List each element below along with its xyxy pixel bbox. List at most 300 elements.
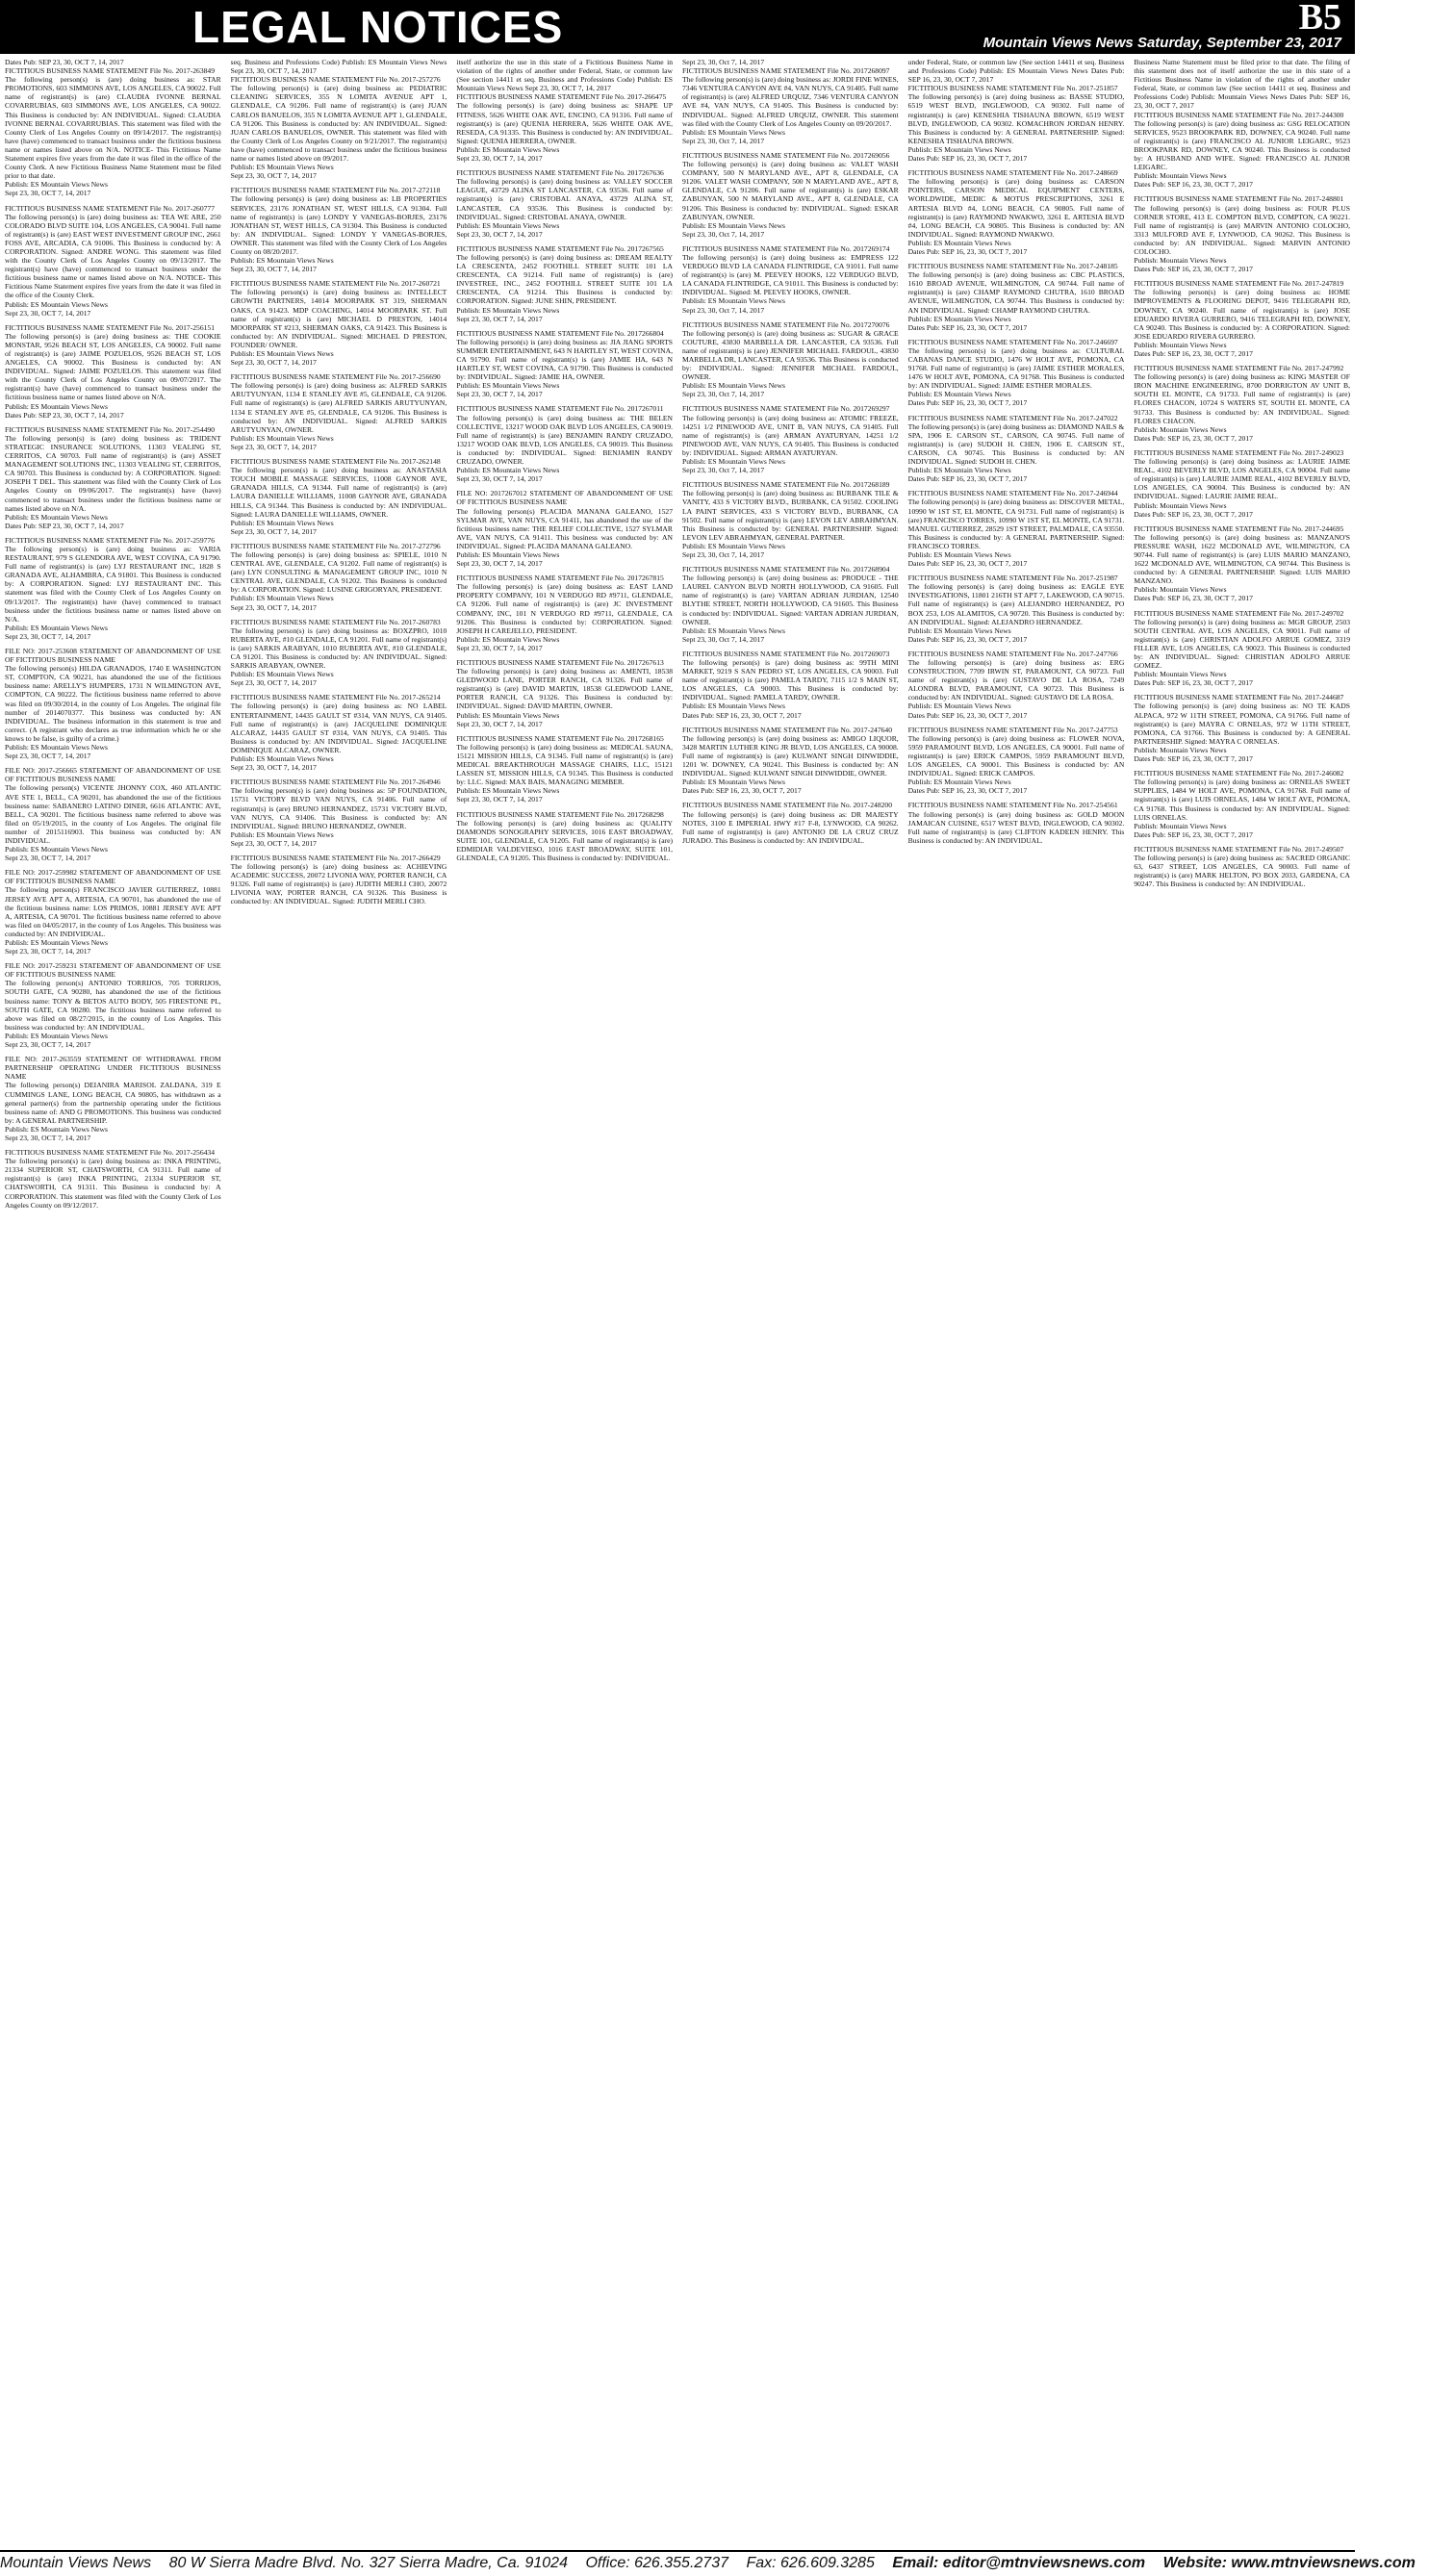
notice-body: The following person(s) ANTONIO TORRIJOS, 705 TORRIJOS, SOUTH GATE, CA 90280, has abandoned the use of the fictitious business name: TONY & BETOS AUTO BODY, 505 FIRESTONE PL, SOUTH GATE, CA 90280. The fictitious business name referred to above was filed on 08/27/2015, in the county of Los Angeles. This business was conducted by: AN INDIVIDUAL. [5, 979, 221, 1032]
legal-notice [231, 542, 447, 612]
legal-notice [682, 320, 899, 399]
footer-website[interactable]: Website: www.mtnviewsnews.com [1162, 2555, 1416, 2571]
legal-notice [231, 854, 447, 906]
notice-body: The following person(s) is (are) doing business as: NO LABEL ENTERTAINMENT, 14435 GAULT ST #314, VAN NUYS, CA 91405. Full name of registrant(s) is (are) JACQUELINE DOMINIQUE ALCARAZ, 14435 GAULT ST #314, VAN NUYS, CA 91405. This Business is conducted by: AN INDIVIDUAL. Signed: JACQUELINE DOMINIQUE ALCARAZ, OWNER. [230, 701, 447, 754]
footer-address: 80 W Sierra Madre Blvd. No. 327 Sierra Madre, Ca. 91024 [168, 2555, 568, 2571]
notice-body: The following person(s) is (are) doing business as: AMIGO LIQUOR, 3428 MARTIN LUTHER KING JR BLVD, LOS ANGELES, CA 90008. Full name of registrant(s) is (are) KULWANT SINGH DINWIDDIE, 1201 W. DOWNEY, CA 90241. This Business is conducted by: AN INDIVIDUAL. Signed: KULWANT SINGH DINWIDDIE, OWNER. [682, 733, 899, 778]
notice-publication: Publish: ES Mountain Views News [230, 670, 334, 679]
notice-dates: Dates Pub: SEP 16, 23, 30, OCT 7, 2017 [907, 710, 1028, 720]
notice-dates: Dates Pub: SEP 23, 30, OCT 7, 14, 2017 [5, 521, 124, 530]
footer [0, 2550, 1416, 2576]
notice-body: The following person(s) is (are) doing business as: VARIA RESTAURANT, 979 S GLENDORA AVE, WEST COVINA, CA 91790. Full name of registrant(s) is (are) LYJ RESTAURANT INC, 1828 S GRANADA AVE, ALHAMBRA, CA 91801. This Business is conducted by: A CORPORATION. Signed: LYJ RESTAURANT INC. This statement was filed with the County Clerk of Los Angeles County on 09/13/2017. The registrant(s) have (have) commenced to transact business under the fictitious business name or names listed above on N/A. [5, 544, 221, 624]
notice-body: The following person(s) is (are) doing business as: PEDIATRIC CLEANING SERVICES, 355 N LOMITA AVENUE APT 1, GLENDALE, CA 91206. Full name of registrant(s) is (are) JUAN CARLOS BANUELOS, 355 N LOMITA AVENUE APT 1, GLENDALE, CA 91206. This Business is conducted by: AN INDIVIDUAL. Signed: JUAN CARLOS BANUELOS, OWNER. This statement was filed with the County Clerk of Los Angeles County on 9/21/2017. The registrant(s) have (have) commenced to transact business under the fictitious business name or names listed above on 09/2017. [230, 84, 447, 164]
legal-notice [456, 404, 673, 483]
notice-publication: Publish: ES Mountain Views News [5, 401, 108, 411]
notice-body: The following person(s) is (are) doing business as: BOXZPRO, 1010 RUBERTA AVE, #10 GLENDALE, CA 91201. Full name of registrant(s) is (are) SARKIS ARABYAN, 1010 RUBERTA AVE, #10 GLENDALE, CA 91201. This Business is conducted by: AN INDIVIDUAL. Signed: SARKIS ARABYAN, OWNER. [230, 625, 447, 671]
notice-publication: Publish: ES Mountain Views News [682, 541, 785, 550]
notice-column [231, 58, 447, 2545]
legal-notice [231, 693, 447, 772]
page-number: B5 [1298, 0, 1341, 38]
notice-dates: Sept 23, 30, OCT 7, 14, 2017 [230, 526, 317, 536]
notice-body: The following person(s) is (are) doing business as: KING MASTER OF IRON MACHINE ENGINEERING, 8700 DORRIGTON AV UNIT B, SOUTH EL MONTE, CA 91733. Full name of registrant(s) is (are) FLORES CHACON, 10724 S WATERS ST, SOUTH EL MONTE, CA 91733. This Business is conducted by: AN INDIVIDUAL. Signed: FLORES CHACON. [1134, 372, 1350, 425]
notice-header: FICTITIOUS BUSINESS NAME STATEMENT File No. 2017-272796 [230, 541, 441, 550]
notice-header: FICTITIOUS BUSINESS NAME STATEMENT File No. 2017-256434 [5, 1148, 216, 1158]
notice-publication: Publish: ES Mountain Views News [682, 701, 785, 711]
notice-header: FICTITIOUS BUSINESS NAME STATEMENT File No. 2017-248185 [907, 262, 1118, 271]
notice-header: FILE NO: 2017-256665 STATEMENT OF ABANDONMENT OF USE OF FICTITIOUS BUSINESS NAME [5, 766, 221, 784]
legal-notice [5, 961, 221, 1049]
legal-notice [908, 489, 1125, 568]
notice-dates: Sept 23, 30, Oct 7, 14, 2017 [682, 305, 765, 315]
notice-publication: Publish: ES Mountain Views News [907, 144, 1011, 154]
notice-dates: Dates Pub: SEP 16, 23, 30, OCT 7, 2017 [907, 322, 1028, 332]
legal-notice [682, 565, 899, 644]
notice-body: The following person(s) VICENTE JHONNY COX, 460 ATLANTIC AVE STE 1, BELL, CA 90201, has abandoned the use of the fictitious business name: SABANERO LATINO DINER, 6616 ATLANTIC AVE, BELL, CA 90201. The fictitious business name referred to above was filed on 05/19/2015, in the county of Los Angeles. The original file number of 2015116903. This business was conducted by: AN INDIVIDUAL. [5, 783, 221, 845]
notice-publication: Publish: ES Mountain Views News [230, 594, 334, 603]
notice-dates: Dates Pub: SEP 16, 23, 30, OCT 7, 2017 [1134, 754, 1253, 764]
legal-notice [1134, 58, 1350, 189]
notice-body: The following person(s) is (are) doing business as: LAURIE JAIME REAL, 4102 BEVERLY BLVD, LOS ANGELES, CA 90004. Full name of registrant(s) is (are) LAURIE JAIME REAL, 4102 BEVERLY BLVD, LOS ANGELES, CA 90004. This Business is conducted by: AN INDIVIDUAL. Signed: LAURIE JAIME REAL. [1134, 457, 1350, 501]
notice-header: FICTITIOUS BUSINESS NAME STATEMENT File No. 2017269056 [682, 150, 890, 160]
legal-notice [231, 618, 447, 688]
notice-body: The following person(s) is (are) doing business as: NO TE KADS ALPACA, 972 W 11TH STREET, POMONA, CA 91766. Full name of registrant(s) is (are) MAYRA C ORNELAS, 972 W 11TH STREET, POMONA, CA 91766. This Business is conducted by: A GENERAL PARTNERSHIP. Signed: MAYRA C ORNELAS. [1134, 701, 1350, 746]
legal-notice [908, 801, 1125, 844]
legal-notice [456, 734, 673, 804]
notice-body: The following person(s) is (are) doing business as: VALET WASH COMPANY, 500 N MARYLAND AVE., APT 8, GLENDALE, CA 91206. VALET WASH COMPANY, 500 N MARYLAND AVE., APT 8, GLENDALE, CA 91206. Full name of registrant(s) is (are) ESKAR ZABUNYAN, 500 N MARYLAND AVE., APT 8, GLENDALE, CA 91206. This Business is conducted by: INDIVIDUAL. Signed: ESKAR ZABUNYAN, OWNER. [682, 160, 899, 221]
notice-publication: Publish: ES Mountain Views News [682, 296, 785, 306]
notice-body: The following person(s) is (are) doing business as: VALLEY SOCCER LEAGUE, 43729 ALINA ST LANCASTER, CA 93536. Full name of registrant(s) is (are) CRISTOBAL ANAYA, 43729 ALINA ST, LANCASTER, CA 93536. This Business is conducted by: INDIVIDUAL. Signed: CRISTOBAL ANAYA, OWNER. [456, 177, 673, 221]
notice-header: FILE NO: 2017-253608 STATEMENT OF ABANDONMENT OF USE OF FICTITIOUS BUSINESS NAME [5, 647, 221, 665]
notice-header: FICTITIOUS BUSINESS NAME STATEMENT File No. 2017-262148 [230, 457, 441, 467]
notice-publication: Publish: ES Mountain Views News [682, 457, 785, 467]
legal-notice [456, 489, 673, 568]
notice-body: The following person(s) is (are) doing business as: TRIDENT STRATEGIC INSURANCE SOLUTIONS, 11303 VEALING ST, CERRITOS, CA 90703. Full name of registrant(s) is (are) ASSET MANAGEMENT SOLUTIONS INC, 11303 VEALING ST, CERRITOS, CA 90703. This Business is conducted by: A CORPORATION. Signed: JOSEPH T DEL. This statement was filed with the County Clerk of Los Angeles County on 09/06/2017. The registrant(s) have (have) commenced to transact business under the fictitious business name or names listed above on N/A. [5, 433, 221, 513]
legal-notice [5, 425, 221, 530]
notice-publication: Publish: Mountain Views News [1134, 500, 1227, 510]
notice-lead: itself authorize the use in this state of a Fictitious Business Name in violation of the rights of another under Federal, State, or common law (See section 14411 et seq. Business and Professions Code) Publish: ES Mountain Views News Sept 23, 30, OCT 7, 14, 2017 [456, 58, 673, 93]
notice-header: FICTITIOUS BUSINESS NAME STATEMENT File No. 2017-247992 [1134, 364, 1344, 373]
notice-lead: Business Name Statement must be filed prior to that date. The filing of this statement does not of itself authorize the use in this state of a Fictitious Business Name in violation of the rights of another under Federal, State, or common law (See section 14411 et seq. Business and Professions Code) Publish: Mountain Views News Dates Pub: SEP 16, 23, 30, OCT 7, 2017 [1134, 58, 1350, 111]
notice-header: FICTITIOUS BUSINESS NAME STATEMENT File No. 2017-266475 [456, 92, 667, 102]
notice-body: The following person(s) is (are) doing business as: CARSON POINTERS, CARSON MEDICAL EQUIPMENT CENTERS, WORLDWIDE, MEDIC & MOTUS PRESCRIPTIONS, 3261 E ARTESIA BLVD #4, LONG BEACH, CA 90805. Full name of registrant(s) is (are) RAYMOND NWAKWO, 3261 E. ARTESIA BLVD #4, LONG BEACH, CA 90805. This Business is conducted by: AN INDIVIDUAL. Signed: RAYMOND NWAKWO. [907, 177, 1125, 239]
notice-body: The following person(s) is (are) doing business as: INTELLECT GROWTH PARTNERS, 14014 MOORPARK ST 319, SHERMAN OAKS, CA 91423. MDP COACHING, 14014 MOORPARK ST. Full name of registrant(s) is (are) MICHAEL D PRESTON, 14014 MOORPARK ST #213, SHERMAN OAKS, CA 91423. This Business is conducted by: AN INDIVIDUAL. Signed: MICHAEL D PRESTON, FOUNDER/ OWNER. [230, 288, 447, 349]
notice-header: FICTITIOUS BUSINESS NAME STATEMENT File No. 2017-247753 [907, 725, 1118, 734]
notice-body: The following person(s) is (are) doing business as: JIA JIANG SPORTS SUMMER ENTERTAINMENT, 643 N HARTLEY ST, WEST COVINA, CA 91790. Full name of registrant(s) is (are) JAMIE HA, 643 N HARTLEY ST, WEST COVINA, CA 91790. This Business is conducted by: INDIVIDUAL. Signed: JAMIE HA, OWNER. [456, 337, 673, 382]
notice-publication: Publish: ES Mountain Views News [456, 220, 560, 230]
notice-header: FICTITIOUS BUSINESS NAME STATEMENT File No. 2017-260783 [230, 617, 441, 626]
notice-publication: Publish: ES Mountain Views News [456, 381, 560, 391]
notice-body: The following person(s) is (are) doing business as: EAST LAND PROPERTY COMPANY, 101 N VERDUGO RD #9711, GLENDALE, CA 91206. Full name of registrant(s) is (are) JC INVESTMENT COMPANY, INC, 101 N VERDUGO RD #9711, GLENDALE, CA 91206. This Business is conducted by: CORPORATION. Signed: JOSEPH H CAREJELLO, PRESIDENT. [456, 582, 673, 635]
notice-header: FICTITIOUS BUSINESS NAME STATEMENT File No. 2017-246697 [907, 337, 1118, 346]
notice-dates: Dates Pub: SEP 16, 23, 30, OCT 7, 2017 [907, 786, 1028, 796]
notice-publication: Publish: ES Mountain Views News [5, 938, 108, 947]
notice-body: The following person(s) is (are) doing business as: MEDICAL SAUNA, 15121 MISSION HILLS, CA 91345. Full name of registrant(s) is (are) MEDICAL BREAKTHROUGH MASSAGE CHAIRS, LLC, 15121 LASSEN ST, MISSION HILLS, CA 91345. This Business is conducted by: LLC. Signed: MAX BAIS, MANAGING MEMBER. [456, 742, 673, 787]
notice-header: FICTITIOUS BUSINESS NAME STATEMENT File No. 2017267613 [456, 658, 664, 667]
notice-dates: Dates Pub: SEP 16, 23, 30, OCT 7, 2017 [1134, 265, 1253, 274]
notice-header: FICTITIOUS BUSINESS NAME STATEMENT File No. 2017-249702 [1134, 608, 1344, 618]
notice-dates: Sept 23, 30, OCT 7, 14, 2017 [456, 719, 543, 728]
notice-header: FICTITIOUS BUSINESS NAME STATEMENT File No. 2017-257276 [230, 75, 441, 85]
notice-publication: Publish: ES Mountain Views News [5, 180, 108, 190]
notice-body: The following person(s) is (are) doing business as: GOLD MOON JAMAICAN CUISINE, 6517 WEST BLVD, INGLEWOOD, CA 90302. Full name of registrant(s) is (are) CLIFTON KADEEN HENRY. This Business is conducted by: AN INDIVIDUAL. [907, 809, 1125, 845]
legal-notice [1134, 364, 1350, 443]
notice-dates: Sept 23, 30, OCT 7, 14, 2017 [230, 171, 317, 181]
notice-publication: Publish: ES Mountain Views News [456, 786, 560, 796]
notice-body: The following person(s) is (are) doing business as: CBC PLASTICS, 1610 BROAD AVENUE, WILMINGTON, CA 90744. Full name of registrant(s) is (are) CHAMP RAYMOND CHUTRA, 1610 BROAD AVENUE, WILMINGTON, CA 90744. This Business is conducted by: AN INDIVIDUAL. Signed: CHAMP RAYMOND CHUTRA. [907, 270, 1125, 315]
notice-column [1134, 58, 1350, 2545]
legal-notice [231, 778, 447, 848]
notice-body: The following person(s) is (are) doing business as: 99TH MINI MARKET, 9219 S SAN PEDRO ST, LOS ANGELES, CA 90003. Full name of registrant(s) is (are) PAMELA TARDY, 7115 1/2 S MAIN ST, LOS ANGELES, CA 90003. This Business is conducted by: INDIVIDUAL. Signed: PAMELA TARDY, OWNER. [682, 658, 899, 702]
notice-header: FICTITIOUS BUSINESS NAME STATEMENT File No. 2017-248801 [1134, 194, 1344, 204]
notice-body: The following person(s) is (are) doing business as: BURBANK TILE & VANITY, 433 S VICTORY BLVD., BURBANK, CA 91502. COOLING LA PAINT SERVICES, 433 S VICTORY BLVD., BURBANK, CA 91502. Full name of registrant(s) is (are) LEVON LEV ABRAHMYAN. This Business is conducted by: GENERAL PARTNERSHIP. Signed: LEVON LEV ABRAHMYAN, GENERAL PARTNER. [682, 489, 899, 542]
notice-lead: Sept 23, 30, Oct 7, 14, 2017 [682, 58, 765, 66]
notice-publication: Publish: ES Mountain Views News [907, 466, 1011, 475]
notice-dates: Sept 23, 30, OCT 7, 14, 2017 [456, 559, 543, 569]
notice-header: FICTITIOUS BUSINESS NAME STATEMENT File No. 2017-260721 [230, 279, 441, 289]
notice-header: FICTITIOUS BUSINESS NAME STATEMENT File No. 2017269174 [682, 243, 890, 253]
notice-columns [5, 58, 1350, 2545]
section-title: LEGAL NOTICES [192, 2, 564, 52]
legal-notice [682, 244, 899, 315]
notice-publication: Publish: ES Mountain Views News [230, 433, 334, 443]
notice-publication: Publish: ES Mountain Views News [907, 314, 1011, 323]
notice-body: The following person(s) is (are) doing business as: ORNELAS SWEET SUPPLIES, 1484 W HOLT AVE, POMONA, CA 91768. Full name of registrant(s) is (are) LUIS ORNELAS, 1484 W HOLT AVE, POMONA, CA 91768. This Business is conducted by: AN INDIVIDUAL. Signed: LUIS ORNELAS. [1134, 778, 1350, 822]
notice-body: The following person(s) is (are) doing business as: MGR GROUP, 2503 SOUTH CENTRAL AVE, LOS ANGELES, CA 90011. Full name of registrant(s) is (are) CHRISTIAN ADOLFO ARRUE GOMEZ, 3319 FILLER AVE, LOS ANGELES, CA 90023. This Business is conducted by: AN INDIVIDUAL. Signed: CHRISTIAN ADOLFO ARRUE GOMEZ. [1134, 617, 1350, 671]
notice-dates: Sept 23, 30, OCT 7, 14, 2017 [5, 752, 91, 761]
notice-publication: Publish: ES Mountain Views News [907, 238, 1011, 247]
notice-dates: Sept 23, 30, OCT 7, 14, 2017 [456, 390, 543, 399]
notice-publication: Publish: ES Mountain Views News [5, 1031, 108, 1040]
legal-notice [908, 574, 1125, 644]
notice-dates: Dates Pub: SEP 16, 23, 30, OCT 7, 2017 [1134, 594, 1253, 603]
legal-notice [5, 766, 221, 862]
notice-header: FICTITIOUS BUSINESS NAME STATEMENT File No. 2017266804 [456, 328, 664, 338]
notice-dates: Sept 23, 30, Oct 7, 14, 2017 [682, 390, 765, 399]
notice-dates: Sept 23, 30, Oct 7, 14, 2017 [682, 634, 765, 644]
notice-body: The following person(s) is (are) doing business as: THE BELEN COLLECTIVE, 13217 WOOD OAK BLVD LOS ANGELES, CA 90019. Full name of registrant(s) is (are) BENJAMIN RANDY CRUZADO, 13217 WOOD OAK BLVD, LOS ANGELES, CA 90019. This Business is conducted by: INDIVIDUAL. Signed: BENJAMIN RANDY CRUZADO, OWNER. [456, 413, 673, 467]
notice-body: The following person(s) is (are) doing business as: DR MAJESTY NOTES, 3100 E IMPERIAL HWY #17 F-8, LYNWOOD, CA 90262. Full name of registrant(s) is (are) ANTONIO DE LA CRUZ CRUZ JURADO. This Business is conducted by: AN INDIVIDUAL. [682, 809, 899, 845]
notice-dates: Dates Pub: SEP 16, 23, 30, OCT 7, 2017 [682, 786, 802, 796]
notice-dates: Sept 23, 30, OCT 7, 14, 2017 [5, 308, 91, 318]
notice-body: The following person(s) is (are) doing business as: HOME IMPROVEMENTS & FLOORING DEPOT, 9416 TELEGRAPH RD, DOWNEY, CA 90240. Full name of registrant(s) is (are) JOSE EDUARDO RIVERA GURRERO, 9416 TELEGRAPH RD, DOWNEY, CA 90240. This Business is conducted by: A CORPORATION. Signed: JOSE EDUARDO RIVERA GURRERO. [1134, 288, 1350, 341]
notice-body: The following person(s) is (are) doing business as: ANASTASIA TOUCH MOBILE MASSAGE SERVICES, 11008 GAYNOR AVE, GRANADA HILLS, CA 91344. Full name of registrant(s) is (are) LAURA DANIELLE WILLIAMS, 11008 GAYNOR AVE, GRANADA HILLS, CA 91344. This Business is conducted by: AN INDIVIDUAL. Signed: LAURA DANIELLE WILLIAMS, OWNER. [230, 466, 447, 519]
notice-publication: Publish: Mountain Views News [1134, 745, 1227, 754]
notice-publication: Publish: ES Mountain Views News [907, 549, 1011, 559]
legal-notice [682, 151, 899, 239]
notice-dates: Dates Pub: SEP 16, 23, 30, OCT 7, 2017 [1134, 180, 1253, 190]
legal-notice [5, 647, 221, 760]
notice-dates: Sept 23, 30, OCT 7, 14, 2017 [230, 265, 317, 274]
notice-dates: Sept 23, 30, OCT 7, 14, 2017 [230, 678, 317, 688]
legal-notice [1134, 845, 1350, 888]
notice-publication: Publish: ES Mountain Views News [907, 390, 1011, 399]
notice-publication: Publish: ES Mountain Views News [230, 754, 334, 764]
legal-notice [231, 186, 447, 273]
legal-notice [5, 1148, 221, 1210]
publication-date: Mountain Views News Saturday, September 23, 2017 [982, 35, 1341, 51]
legal-notice [908, 168, 1125, 256]
notice-dates: Sept 23, 30, OCT 7, 14, 2017 [5, 854, 91, 863]
footer-office: Office: 626.355.2737 [585, 2555, 728, 2571]
legal-notice [1134, 524, 1350, 603]
notice-header: FICTITIOUS BUSINESS NAME STATEMENT File No. 2017-246082 [1134, 769, 1344, 778]
legal-notice [456, 810, 673, 863]
notice-publication: Publish: ES Mountain Views News [456, 144, 560, 154]
notice-dates: Sept 23, 30, OCT 7, 14, 2017 [5, 1040, 91, 1050]
legal-notice [908, 726, 1125, 796]
notice-publication: Publish: ES Mountain Views News [682, 778, 785, 787]
notice-dates: Sept 23, 30, Oct 7, 14, 2017 [682, 466, 765, 475]
notice-publication: Publish: Mountain Views News [1134, 171, 1227, 181]
notice-dates: Sept 23, 30, OCT 7, 14, 2017 [5, 947, 91, 956]
notice-dates: Dates Pub: SEP 16, 23, 30, OCT 7, 2017 [1134, 509, 1253, 519]
notice-publication: Publish: ES Mountain Views News [907, 625, 1011, 635]
notice-dates: Sept 23, 30, OCT 7, 14, 2017 [456, 795, 543, 804]
legal-notice [231, 372, 447, 451]
notice-body: The following person(s) DEIANIRA MARISOL ZALDANA, 319 E CUMMINGS LANE, LONG BEACH, CA 90805, has withdrawn as a general partner(s) from the partnership operating under the fictitious business name of: AND G PROMOTIONS. This business was conducted by: A GENERAL PARTNERSHIP. [5, 1081, 221, 1125]
notice-header: FICTITIOUS BUSINESS NAME STATEMENT File No. 2017-266429 [230, 853, 441, 862]
notice-dates: Sept 23, 30, OCT 7, 14, 2017 [456, 314, 543, 323]
legal-notice [231, 457, 447, 536]
notice-header: FICTITIOUS BUSINESS NAME STATEMENT File No. 2017-263849 [5, 66, 216, 76]
notice-header: FILE NO: 2017267012 STATEMENT OF ABANDONMENT OF USE OF FICTITIOUS BUSINESS NAME [456, 489, 673, 507]
notice-header: FILE NO: 2017-259231 STATEMENT OF ABANDONMENT OF USE OF FICTITIOUS BUSINESS NAME [5, 961, 221, 980]
notice-dates: Dates Pub: SEP 16, 23, 30, OCT 7, 2017 [1134, 349, 1253, 358]
notice-body: The following person(s) is (are) doing business as: DIAMOND NAILS & SPA, 1906 E. CARSON ST., CARSON, CA 90745. Full name of registrant(s) is (are) SUDOH H. CHEN, 1906 E. CARSON ST., CARSON, CA 90745. This Business is conducted by: AN INDIVIDUAL. Signed: SUDOH H. CHEN. [907, 421, 1125, 467]
notice-dates: Dates Pub: SEP 16, 23, 30, OCT 7, 2017 [682, 710, 802, 720]
notice-dates: Dates Pub: SEP 16, 23, 30, OCT 7, 2017 [907, 559, 1028, 569]
notice-publication: Publish: ES Mountain Views News [682, 127, 785, 137]
notice-publication: Publish: ES Mountain Views News [5, 623, 108, 632]
notice-publication: Publish: Mountain Views News [1134, 424, 1227, 434]
notice-publication: Publish: ES Mountain Views News [456, 466, 560, 475]
notice-header: FICTITIOUS BUSINESS NAME STATEMENT File No. 2017-249023 [1134, 447, 1344, 457]
notice-publication: Publish: ES Mountain Views News [5, 1124, 108, 1134]
notice-publication: Publish: ES Mountain Views News [230, 256, 334, 266]
notice-header: FICTITIOUS BUSINESS NAME STATEMENT File No. 2017-244300 [1134, 110, 1344, 119]
notice-dates: Dates Pub: SEP 16, 23, 30, OCT 7, 2017 [907, 398, 1028, 408]
notice-body: The following person(s) is (are) doing business as: DISCOVER METAL, 10990 W 1ST ST, EL MONTE, CA 91731. Full name of registrant(s) is (are) FRANCISCO TORRES, 10990 W 1ST ST, EL MONTE, CA 91731. MANUEL GUTIERREZ, 28529 1ST STREET, PALMDALE, CA 93550. This Business is conducted by: A GENERAL PARTNERSHIP. Signed: FRANCISCO TORRES. [907, 497, 1125, 550]
notice-dates: Sept 23, 30, OCT 7, 14, 2017 [456, 229, 543, 239]
legal-notice [1134, 279, 1350, 358]
legal-notice [5, 58, 221, 198]
legal-notice [231, 58, 447, 180]
legal-notice [456, 574, 673, 652]
notice-body: The following person(s) HILDA GRANADOS, 1740 E WASHINGTON ST, COMPTON, CA 90221, has abandoned the use of the fictitious business name: ARELLY'S HUMPERS, 1731 N WILMINGTON AVE, COMPTON, CA 90222. The fictitious business name referred to above was filed on 09/30/2014, in the county of Los Angeles. The original file number of 2014070377. This business was conducted by: AN INDIVIDUAL. The business information in this statement is true and correct. (A registrant who declares as true information which he or she knows to be false, is guilty of a crime.) [5, 664, 221, 743]
notice-column [908, 58, 1125, 2545]
legal-notice [1134, 609, 1350, 688]
legal-notice [456, 329, 673, 399]
legal-notice [682, 650, 899, 720]
notice-header: FICTITIOUS BUSINESS NAME STATEMENT File No. 2017268904 [682, 565, 890, 574]
notice-header: FICTITIOUS BUSINESS NAME STATEMENT File No. 2017-265214 [230, 693, 441, 702]
notice-header: FICTITIOUS BUSINESS NAME STATEMENT File No. 2017-244695 [1134, 523, 1344, 533]
notice-body: The following person(s) is (are) doing business as: PRODUCE - THE LAUREL CANYON BLVD NORTH HOLLYWOOD, CA 91605. Full name of registrant(s) is (are) VARTAN ADRIAN JURDIAN, 12540 BLYTHE STREET, NORTH HOLLYWOOD, CA 91605. This Business is conducted by: INDIVIDUAL. Signed: VARTAN ADRIAN JURDIAN, OWNER. [682, 574, 899, 626]
notice-publication: Publish: ES Mountain Views News [456, 549, 560, 559]
legal-notice [1134, 769, 1350, 839]
legal-notice [682, 801, 899, 844]
notice-dates: Dates Pub: SEP 16, 23, 30, OCT 7, 2017 [1134, 678, 1253, 688]
notice-publication: Publish: ES Mountain Views News [456, 305, 560, 315]
notice-header: FICTITIOUS BUSINESS NAME STATEMENT File No. 2017-272118 [230, 186, 441, 195]
legal-notice [908, 338, 1125, 408]
notice-publication: Publish: ES Mountain Views News [5, 512, 108, 522]
notice-header: FICTITIOUS BUSINESS NAME STATEMENT File No. 2017270076 [682, 319, 890, 329]
notice-body: The following person(s) is (are) doing business as: EMPRESS 122 VERDUGO BLVD LA CANADA FLINTRIDGE, CA 91011. Full name of registrant(s) is (are) M. PEEVEY HOOKS, 122 VERDUGO BLVD, LA CANADA FLINTRIDGE, CA 91011. This Business is conducted by: INDIVIDUAL. Signed: M. PEEVEY HOOKS, OWNER. [682, 252, 899, 297]
notice-body: The following person(s) is (are) doing business as: SPIELE, 1010 N CENTRAL AVE, GLENDALE, CA 91202. Full name of registrant(s) is (are) LYN CONSULTING & MANAGEMENT GROUP INC, 1010 N CENTRAL AVE, GLENDALE, CA 91202. This Business is conducted by: A CORPORATION. Signed: LUSINE GRIGORYAN, PRESIDENT. [230, 549, 447, 595]
notice-dates: Sept 23, 30, OCT 7, 14, 2017 [230, 838, 317, 848]
notice-header: FICTITIOUS BUSINESS NAME STATEMENT File No. 2017-256151 [5, 322, 216, 332]
notice-body: The following person(s) PLACIDA MANANA GALEANO, 1527 SYLMAR AVE, VAN NUYS, CA 91411, has abandoned the use of the fictitious business name: THE RELIEF COLLECTIVE, 1527 SYLMAR AVE, VAN NUYS, CA 91411. This business was conducted by: AN INDIVIDUAL. Signed: PLACIDA MANANA GALEANO. [456, 506, 673, 550]
notice-body: The following person(s) is (are) doing business as: SUGAR & GRACE COUTURE, 43830 MARBELLA DR. LANCASTER, CA 93536. Full name of registrant(s) is (are) JENNIFER MICHAEL FARDOUL, 43830 MARBELLA DR, LANCASTER, CA 93536. This Business is conducted by: INDIVIDUAL. Signed: JENNIFER MICHAEL FARDOUL, OWNER. [682, 328, 899, 382]
notice-dates: Dates Pub: SEP 16, 23, 30, OCT 7, 2017 [907, 474, 1028, 484]
notice-body: The following person(s) is (are) doing business as: INKA PRINTING, 21334 SUPERIOR ST, CHATSWORTH, CA 91311. Full name of registrant(s) is (are) INKA PRINTING, 21334 SUPERIOR ST, CHATSWORTH, CA 91311. This Business is conducted by: A CORPORATION. This statement was filed with the County Clerk of Los Angeles County on 09/12/2017. [5, 1157, 221, 1210]
notice-lead: Dates Pub: SEP 23, 30, OCT 7, 14, 2017 [5, 58, 124, 66]
notice-publication: Publish: ES Mountain Views News [907, 701, 1011, 711]
legal-notice [231, 279, 447, 367]
legal-notice [682, 726, 899, 796]
notice-header: FILE NO: 2017-263559 STATEMENT OF WITHDRAWAL FROM PARTNERSHIP OPERATING UNDER FICTITIOUS BUSINESS NAME [5, 1055, 221, 1082]
notice-header: FICTITIOUS BUSINESS NAME STATEMENT File No. 2017-251987 [907, 574, 1118, 583]
legal-notice [456, 658, 673, 728]
notice-publication: Publish: ES Mountain Views News [907, 778, 1011, 787]
notice-publication: Publish: ES Mountain Views News [230, 163, 334, 172]
notice-publication: Publish: ES Mountain Views News [5, 743, 108, 752]
notice-header: FICTITIOUS BUSINESS NAME STATEMENT File No. 2017267636 [456, 168, 664, 178]
notice-publication: Publish: Mountain Views News [1134, 821, 1227, 830]
notice-header: FICTITIOUS BUSINESS NAME STATEMENT File No. 2017-251857 [907, 84, 1118, 93]
notice-publication: Publish: ES Mountain Views News [682, 381, 785, 391]
notice-body: The following person(s) is (are) doing business as: QUALITY DIAMONDS SONOGRAPHY SERVICES, 1016 EAST BROADWAY, SUITE 101, GLENDALE, CA 91205. Full name of registrant(s) is (are) EDMIDIAR VALDEVIESO, 1016 EAST BROADWAY, SUITE 101, GLENDALE, CA 91205. This Business is conducted by: INDIVIDUAL. [456, 818, 673, 862]
legal-notice [908, 262, 1125, 332]
footer-email[interactable]: Email: editor@mtnviewsnews.com [892, 2555, 1146, 2571]
notice-dates: Dates Pub: SEP 16, 23, 30, OCT 7, 2017 [907, 634, 1028, 644]
legal-notice [456, 244, 673, 323]
notice-dates: Dates Pub: SEP 16, 23, 30, OCT 7, 2017 [1134, 433, 1253, 443]
notice-body: The following person(s) is (are) doing business as: MANZANO'S PRESSURE WASH, 1622 MCDONALD AVE, WILMINGTON, CA 90744. Full name of registrant(s) is (are) LUIS MARIO MANZANO, 1622 MCDONALD AVE, WILMINGTON, CA 90744. This Business is conducted by: A GENERAL PARTNERSHIP. Signed: LUIS MARIO MANZANO. [1134, 532, 1350, 586]
notice-header: FICTITIOUS BUSINESS NAME STATEMENT File No. 2017-259776 [5, 535, 216, 545]
legal-notice [5, 204, 221, 318]
notice-publication: Publish: ES Mountain Views News [456, 710, 560, 720]
notice-publication: Publish: ES Mountain Views News [230, 829, 334, 839]
legal-notice [5, 536, 221, 641]
legal-notice [908, 414, 1125, 484]
legal-notice [1134, 194, 1350, 273]
notice-header: FICTITIOUS BUSINESS NAME STATEMENT File No. 2017267011 [456, 404, 664, 414]
legal-notice [5, 868, 221, 956]
notice-dates: Dates Pub: SEP 16, 23, 30, OCT 7, 2017 [907, 154, 1028, 164]
notice-dates: Sept 23, 30, OCT 7, 14, 2017 [230, 602, 317, 612]
notice-body: The following person(s) is (are) doing business as: LB PROPERTIES SERVICES, 23176 JONATHAN ST, WEST HILLS, CA 91304. Full name of registrant(s) is (are) LONDY Y VANEGAS-BORJES, 23176 JONATHAN ST, WEST HILLS, CA 91304. This Business is conducted by: AN INDIVIDUAL. Signed: LONDY Y VANEGAS-BORJES, OWNER. This statement was filed with the County Clerk of Los Angeles County on 08/20/2017. [230, 194, 447, 256]
notice-publication: Publish: ES Mountain Views News [5, 299, 108, 309]
notice-body: The following person(s) is (are) doing business as: FLOWER NOVA, 5959 PARAMOUNT BLVD, LOS ANGELES, CA 90001. Full name of registrant(s) is (are) ERICK CAMPOS, 5959 PARAMOUNT BLVD, LOS ANGELES, CA 90001. This Business is conducted by: AN INDIVIDUAL. Signed: ERICK CAMPOS. [907, 733, 1125, 778]
notice-header: FICTITIOUS BUSINESS NAME STATEMENT File No. 2017-247022 [907, 413, 1118, 422]
notice-lead: seq. Business and Professions Code) Publish: ES Mountain Views News Sept 23, 30, OCT 7, 14, 2017 [230, 58, 447, 76]
notice-header: FICTITIOUS BUSINESS NAME STATEMENT File No. 2017269297 [682, 404, 890, 414]
notice-header: FICTITIOUS BUSINESS NAME STATEMENT File No. 2017-247766 [907, 649, 1118, 658]
notice-header: FICTITIOUS BUSINESS NAME STATEMENT File No. 2017-248669 [907, 168, 1118, 178]
notice-dates: Sept 23, 30, OCT 7, 14, 2017 [456, 474, 543, 484]
legal-notice [908, 650, 1125, 720]
notice-publication: Publish: ES Mountain Views News [682, 625, 785, 635]
notice-header: FICTITIOUS BUSINESS NAME STATEMENT File No. 2017-254490 [5, 424, 216, 434]
notice-header: FICTITIOUS BUSINESS NAME STATEMENT File No. 2017-256690 [230, 372, 441, 382]
notice-header: FICTITIOUS BUSINESS NAME STATEMENT File No. 2017-244687 [1134, 693, 1344, 702]
notice-dates: Dates Pub: SEP 16, 23, 30, OCT 7, 2017 [907, 246, 1028, 256]
notice-header: FICTITIOUS BUSINESS NAME STATEMENT File No. 2017269073 [682, 649, 890, 658]
notice-column [682, 58, 899, 2545]
notice-dates: Sept 23, 30, OCT 7, 14, 2017 [5, 1133, 91, 1142]
notice-dates: Sept 23, 30, OCT 7, 14, 2017 [5, 631, 91, 641]
notice-dates: Sept 23, 30, Oct 7, 14, 2017 [682, 549, 765, 559]
notice-body: The following person(s) is (are) doing business as: GSG RELOCATION SERVICES, 9523 BROOKPARK RD, DOWNEY, CA 90240. Full name of registrant(s) is (are) FRANCISCO AL JUNIOR LEIGARC, 9523 BROOKPARK RD, DOWNEY, CA 90240. This Business is conducted by: A HUSBAND AND WIFE. Signed: FRANCISCO AL JUNIOR LEIGARC. [1134, 118, 1350, 172]
notice-body: The following person(s) is (are) doing business as: 5P FOUNDATION, 15731 VICTORY BLVD VAN NUYS, CA 91406. Full name of registrant(s) is (are) BRUNO HERNANDEZ, 15731 VICTORY BLVD, VAN NUYS, CA 91406. This Business is conducted by: AN INDIVIDUAL. Signed: BRUNO HERNANDEZ, OWNER. [230, 786, 447, 830]
notice-body: The following person(s) is (are) doing business as: JORDI FINE WINES, 7346 VENTURA CANYON AVE #4, VAN NUYS, CA 91405. Full name of registrant(s) is (are) ALFRED URQUIZ, 7346 VENTURA CANYON AVE #4, VAN NUYS, CA 91405. This Business is conducted by: INDIVIDUAL. Signed: ALFRED URQUIZ, OWNER. This statement was filed with the County Clerk of Los Angeles County on 09/20/2017. [682, 75, 899, 128]
notice-dates: Sept 23, 30, OCT 7, 14, 2017 [456, 643, 543, 652]
notice-header: FICTITIOUS BUSINESS NAME STATEMENT File No. 2017267565 [456, 243, 664, 253]
notice-body: The following person(s) is (are) doing business as: SACRED ORGANIC 63, 6437 STREET, LOS ANGELES, CA 90003. Full name of registrant(s) is (are) MARK HELTON, PO BOX 2033, GARDENA, CA 90247. This Business is conducted by: AN INDIVIDUAL. [1134, 853, 1350, 889]
footer-fax: Fax: 626.609.3285 [746, 2555, 875, 2571]
notice-lead: under Federal, State, or common law (See section 14411 et seq. Business and Professions Code) Publish: ES Mountain Views News Dates Pub: SEP 16, 23, 30, OCT 7, 2017 [907, 58, 1125, 85]
notice-body: The following person(s) is (are) doing business as: AMENTI, 18538 GLEDWOOD LANE, PORTER RANCH, CA 91326. Full name of registrant(s) is (are) DAVID MARTIN, 18538 GLEDWOOD LANE, PORTER RANCH, CA 91326. This Business is conducted by: INDIVIDUAL. Signed: DAVID MARTIN, OWNER. [456, 667, 673, 711]
legal-notice [682, 404, 899, 474]
notice-header: FICTITIOUS BUSINESS NAME STATEMENT File No. 2017267815 [456, 574, 664, 583]
notice-dates: Sept 23, 30, OCT 7, 14, 2017 [456, 154, 543, 164]
notice-body: The following person(s) is (are) doing business as: ACHIEVING ACADEMIC SUCCESS, 20072 LIVONIA WAY, PORTER RANCH, CA 91326. Full name of registrant(s) is (are) JUDITH MERLI CHO, 20072 LIVONIA WAY, PORTER RANCH, CA 91326. This Business is conducted by: AN INDIVIDUAL. Signed: JUDITH MERLI CHO. [230, 862, 447, 906]
legal-notice [5, 323, 221, 420]
notice-dates: Sept 23, 30, OCT 7, 14, 2017 [230, 763, 317, 773]
notice-header: FICTITIOUS BUSINESS NAME STATEMENT File No. 2017268189 [682, 480, 890, 490]
legal-notice [682, 480, 899, 559]
legal-notice [908, 58, 1125, 163]
notice-body: The following person(s) is (are) doing business as: STAR PROMOTIONS, 603 SIMMONS AVE, LOS ANGELES, CA 90022. Full name of registrant(s) is (are) CLAUDIA IVONNE BERNAL COVARRUBIAS, 603 SIMMONS AVE, LOS ANGELES, CA 90022. This Business is conducted by: AN INDIVIDUAL. Signed: CLAUDIA IVONNE BERNAL COVARRUBIAS. This statement was filed with the County Clerk of Los Angeles County on 09/14/2017. The registrant(s) have (have) commenced to transact business under the fictitious business name or names listed above on N/A. NOTICE- This Fictitious Name Statement expires five years from the date it was filed in the office of the County Clerk. A new Fictitious Business Name Statement must be filed prior to that date. [5, 75, 221, 181]
notice-header: FICTITIOUS BUSINESS NAME STATEMENT File No. 2017-246944 [907, 489, 1118, 498]
notice-dates: Sept 23, 30, OCT 7, 14, 2017 [230, 358, 317, 368]
notice-header: FICTITIOUS BUSINESS NAME STATEMENT File No. 2017-264946 [230, 778, 441, 787]
notice-publication: Publish: Mountain Views News [1134, 256, 1227, 266]
notice-dates: Sept 23, 30, OCT 7, 14, 2017 [5, 189, 91, 198]
notice-dates: Sept 23, 30, OCT 7, 14, 2017 [230, 442, 317, 451]
notice-body: The following person(s) is (are) doing business as: THE COOKIE MONSTAR, 9526 BEACH ST, LOS ANGELES, CA 90002. Full name of registrant(s) is (are) JAIME POZUELOS, 9526 BEACH ST, LOS ANGELES, CA 90002. This Business is conducted by: AN INDIVIDUAL. Signed: JAIME POZUELOS. This statement was filed with the County Clerk of Los Angeles County on 09/07/2017. The registrant(s) have (have) commenced to transact business under the fictitious business name or names listed above on N/A. [5, 331, 221, 402]
notice-header: FICTITIOUS BUSINESS NAME STATEMENT File No. 2017-247819 [1134, 279, 1344, 289]
notice-body: The following person(s) is (are) doing business as: CULTURAL CABANAS DANCE STUDIO, 1476 W HOLT AVE, POMONA, CA 91768. Full name of registrant(s) is (are) JAIME ESTHER MORALES, 1476 W HOLT AVE, POMONA, CA 91768. This Business is conducted by: AN INDIVIDUAL. Signed: JAIME ESTHER MORALES. [907, 345, 1125, 391]
notice-body: The following person(s) is (are) doing business as: DREAM REALTY LA CRESCENTA, 2452 FOOTHILL STREET SUITE 101 LA CRESCENTA, CA 91214. Full name of registrant(s) is (are) INVESTREE, INC., 2452 FOOTHILL STREET SUITE 101 LA CRESCENTA, CA 91214. This Business is conducted by: CORPORATION. Signed: JUNE SHIN, PRESIDENT. [456, 252, 673, 306]
notice-body: The following person(s) is (are) doing business as: ERG CONSTRUCTION, 7709 IRWIN ST, PARAMOUNT, CA 90723. Full name of registrant(s) is (are) GUSTAVO DE LA ROSA, 7249 ALONDRA BLVD, PARAMOUNT, CA 90723. This Business is conducted by: AN INDIVIDUAL. Signed: GUSTAVO DE LA ROSA. [907, 658, 1125, 702]
notice-publication: Publish: ES Mountain Views News [230, 518, 334, 527]
notice-publication: Publish: ES Mountain Views News [230, 349, 334, 358]
notice-body: The following person(s) is (are) doing business as: ALFRED SARKIS ARUTYUNYAN, 1134 E STANLEY AVE #5, GLENDALE, CA 91206. Full name of registrant(s) is (are) ALFRED SARKIS ARUTYUNYAN, 1134 E STANLEY AVE #5, GLENDALE, CA 91206. This Business is conducted by: AN INDIVIDUAL. Signed: ALFRED SARKIS ARUTYUNYAN, OWNER. [230, 381, 447, 434]
notice-header: FICTITIOUS BUSINESS NAME STATEMENT File No. 2017-247640 [682, 725, 893, 734]
notice-header: FILE NO: 2017-259982 STATEMENT OF ABANDONMENT OF USE OF FICTITIOUS BUSINESS NAME [5, 868, 221, 886]
notice-header: FICTITIOUS BUSINESS NAME STATEMENT File No. 2017268097 [682, 66, 890, 76]
notice-publication: Publish: ES Mountain Views News [5, 845, 108, 854]
notice-dates: Sept 23, 30, Oct 7, 14, 2017 [682, 136, 765, 145]
notice-header: FICTITIOUS BUSINESS NAME STATEMENT File No. 2017-254561 [907, 801, 1118, 810]
masthead [0, 0, 1355, 54]
legal-notice [456, 168, 673, 239]
legal-notice [1134, 693, 1350, 763]
notice-body: The following person(s) is (are) doing business as: BASSE STUDIO, 6519 WEST BLVD, INGLEWOOD, CA 90302. Full name of registrant(s) is (are) KENESHIA TISHAUNA BROWN, 6519 WEST BLVD, INGLEWOOD, CA 90302. KOMACHRON JORDAN HENRY. This Business is conducted by: A GENERAL PARTNERSHIP. Signed: KENESHIA TISHAUNA BROWN. [907, 92, 1125, 145]
notice-dates: Dates Pub: SEP 16, 23, 30, OCT 7, 2017 [1134, 829, 1253, 839]
notice-publication: Publish: Mountain Views News [1134, 670, 1227, 679]
notice-header: FICTITIOUS BUSINESS NAME STATEMENT File No. 2017-248200 [682, 801, 893, 810]
notice-dates: Sept 23, 30, Oct 7, 14, 2017 [682, 229, 765, 239]
notice-body: The following person(s) is (are) doing business as: SHAPE UP FITNESS, 5626 WHITE OAK AVE, ENCINO, CA 91316. Full name of registrant(s) is (are) QUENIA HERRERA, 5626 WHITE OAK AVE, RESEDA, CA 91335. This Business is conducted by: AN INDIVIDUAL. Signed: QUENIA HERRERA, OWNER. [456, 101, 673, 145]
legal-notice [5, 1055, 221, 1142]
notice-header: FICTITIOUS BUSINESS NAME STATEMENT File No. 2017268298 [456, 809, 664, 819]
notice-header: FICTITIOUS BUSINESS NAME STATEMENT File No. 2017-249507 [1134, 844, 1344, 854]
notice-publication: Publish: Mountain Views News [1134, 340, 1227, 349]
